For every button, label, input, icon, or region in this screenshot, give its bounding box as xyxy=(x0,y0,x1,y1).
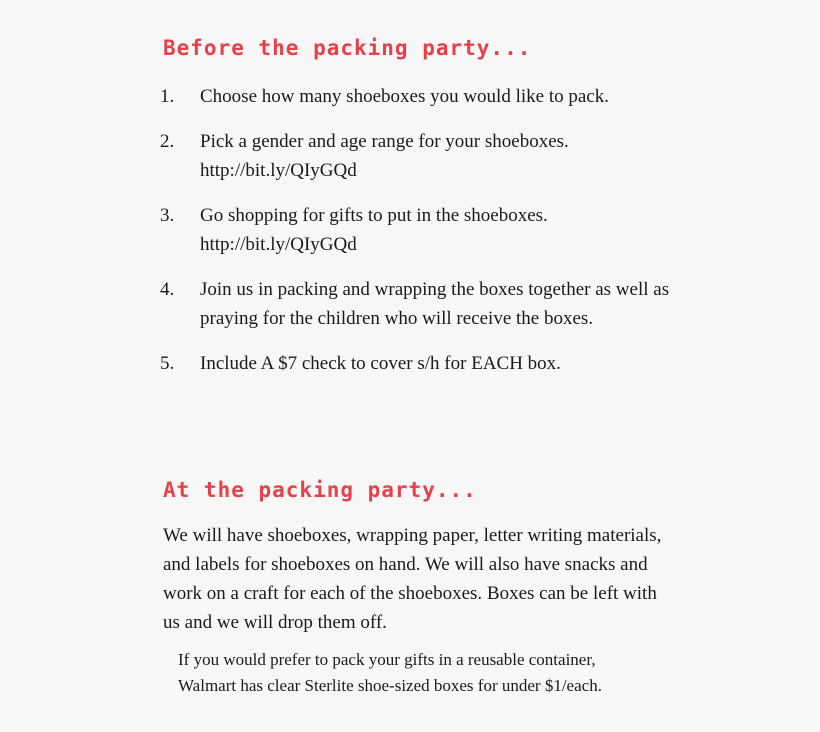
list-item-number: 5. xyxy=(160,353,175,374)
at-party-paragraph: We will have shoeboxes, wrapping paper, letter writing materials, and labels for shoeboxes on hand. We will also have snacks and work on a craft for each of the shoeboxes. Boxes can be left with us and we will drop them off. xyxy=(163,525,662,633)
list-item-link[interactable]: http://bit.ly/QIyGQd xyxy=(200,234,357,255)
steps-list xyxy=(160,82,680,394)
list-item-number: 3. xyxy=(160,205,175,226)
list-item-sentence: Pick a gender and age range for your shoeboxes. xyxy=(200,131,569,152)
list-item xyxy=(160,201,680,259)
list-item-text: Join us in packing and wrapping the boxes together as well as praying for the children who will receive the boxes. xyxy=(200,279,670,329)
list-item xyxy=(160,349,680,378)
list-item-number: 4. xyxy=(160,279,175,300)
list-item xyxy=(160,275,680,333)
list-item-text xyxy=(200,201,680,259)
list-item-text: Choose how many shoeboxes you would like to pack. xyxy=(200,86,609,107)
list-item-text xyxy=(200,127,680,185)
list-item-text: Include A $7 check to cover s/h for EACH box. xyxy=(200,353,561,374)
list-item xyxy=(160,127,680,185)
list-item-number: 2. xyxy=(160,131,175,152)
list-item-number: 1. xyxy=(160,86,175,107)
list-item xyxy=(160,82,680,111)
note-line-2: Walmart has clear Sterlite shoe-sized boxes for under $1/each. xyxy=(178,676,602,695)
list-item-sentence: Go shopping for gifts to put in the shoeboxes. xyxy=(200,205,548,226)
list-item-link[interactable]: http://bit.ly/QIyGQd xyxy=(200,160,357,181)
section-heading-before-party: Before the packing party... xyxy=(163,36,532,60)
section-heading-at-party: At the packing party... xyxy=(163,478,477,502)
note-line-1: If you would prefer to pack your gifts in a reusable container, xyxy=(178,650,596,669)
reusable-container-note xyxy=(178,647,678,699)
